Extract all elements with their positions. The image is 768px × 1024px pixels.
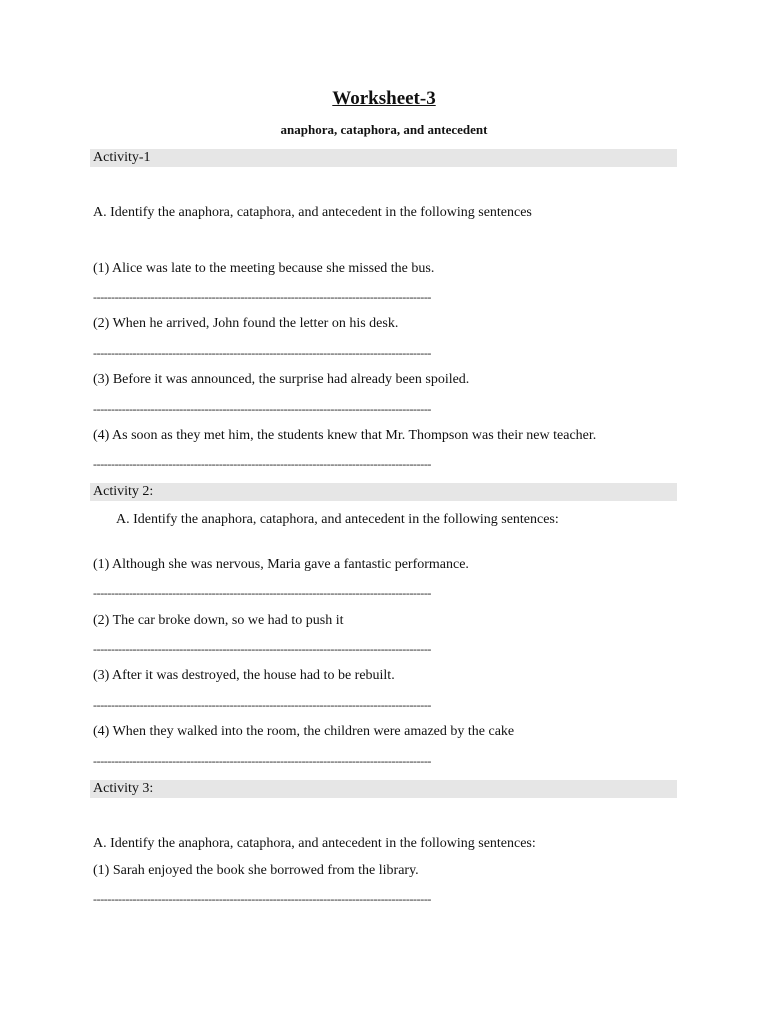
answer-line: ----------------------------------------------------------------------------------------------: [93, 698, 432, 712]
activity-2-question-1: (1) Although she was nervous, Maria gave a fantastic performance.: [93, 557, 469, 572]
activity-2-header: [90, 483, 677, 501]
activity-3-instruction: A. Identify the anaphora, cataphora, and antecedent in the following sentences:: [93, 836, 536, 851]
activity-2-question-3: (3) After it was destroyed, the house had to be rebuilt.: [93, 668, 395, 683]
answer-line: ----------------------------------------------------------------------------------------------: [93, 457, 432, 471]
activity-1-question-2: (2) When he arrived, John found the letter on his desk.: [93, 316, 399, 331]
answer-line: ----------------------------------------------------------------------------------------------: [93, 402, 432, 416]
answer-line: ----------------------------------------------------------------------------------------------: [93, 642, 432, 656]
activity-1-question-4: (4) As soon as they met him, the students knew that Mr. Thompson was their new teacher.: [93, 428, 597, 443]
activity-1-question-1: (1) Alice was late to the meeting because she missed the bus.: [93, 261, 435, 276]
answer-line: ----------------------------------------------------------------------------------------------: [93, 290, 432, 304]
activity-2-label: Activity 2:: [93, 484, 154, 499]
activity-2-question-2: (2) The car broke down, so we had to push it: [93, 613, 344, 628]
activity-3-header: [90, 780, 677, 798]
activity-1-label: Activity-1: [93, 150, 151, 165]
activity-1-instruction: A. Identify the anaphora, cataphora, and antecedent in the following sentences: [93, 205, 532, 220]
answer-line: ----------------------------------------------------------------------------------------------: [93, 892, 432, 906]
answer-line: ----------------------------------------------------------------------------------------------: [93, 346, 432, 360]
answer-line: ----------------------------------------------------------------------------------------------: [93, 754, 432, 768]
answer-line: ----------------------------------------------------------------------------------------------: [93, 586, 432, 600]
worksheet-subtitle: anaphora, cataphora, and antecedent: [280, 122, 488, 137]
activity-3-label: Activity 3:: [93, 781, 154, 796]
activity-2-instruction: A. Identify the anaphora, cataphora, and antecedent in the following sentences:: [116, 512, 559, 527]
activity-1-question-3: (3) Before it was announced, the surprise had already been spoiled.: [93, 372, 470, 387]
activity-3-question-1: (1) Sarah enjoyed the book she borrowed from the library.: [93, 863, 419, 878]
activity-1-header: [90, 149, 677, 167]
activity-2-question-4: (4) When they walked into the room, the children were amazed by the cake: [93, 724, 515, 739]
worksheet-title: Worksheet-3: [332, 88, 436, 109]
